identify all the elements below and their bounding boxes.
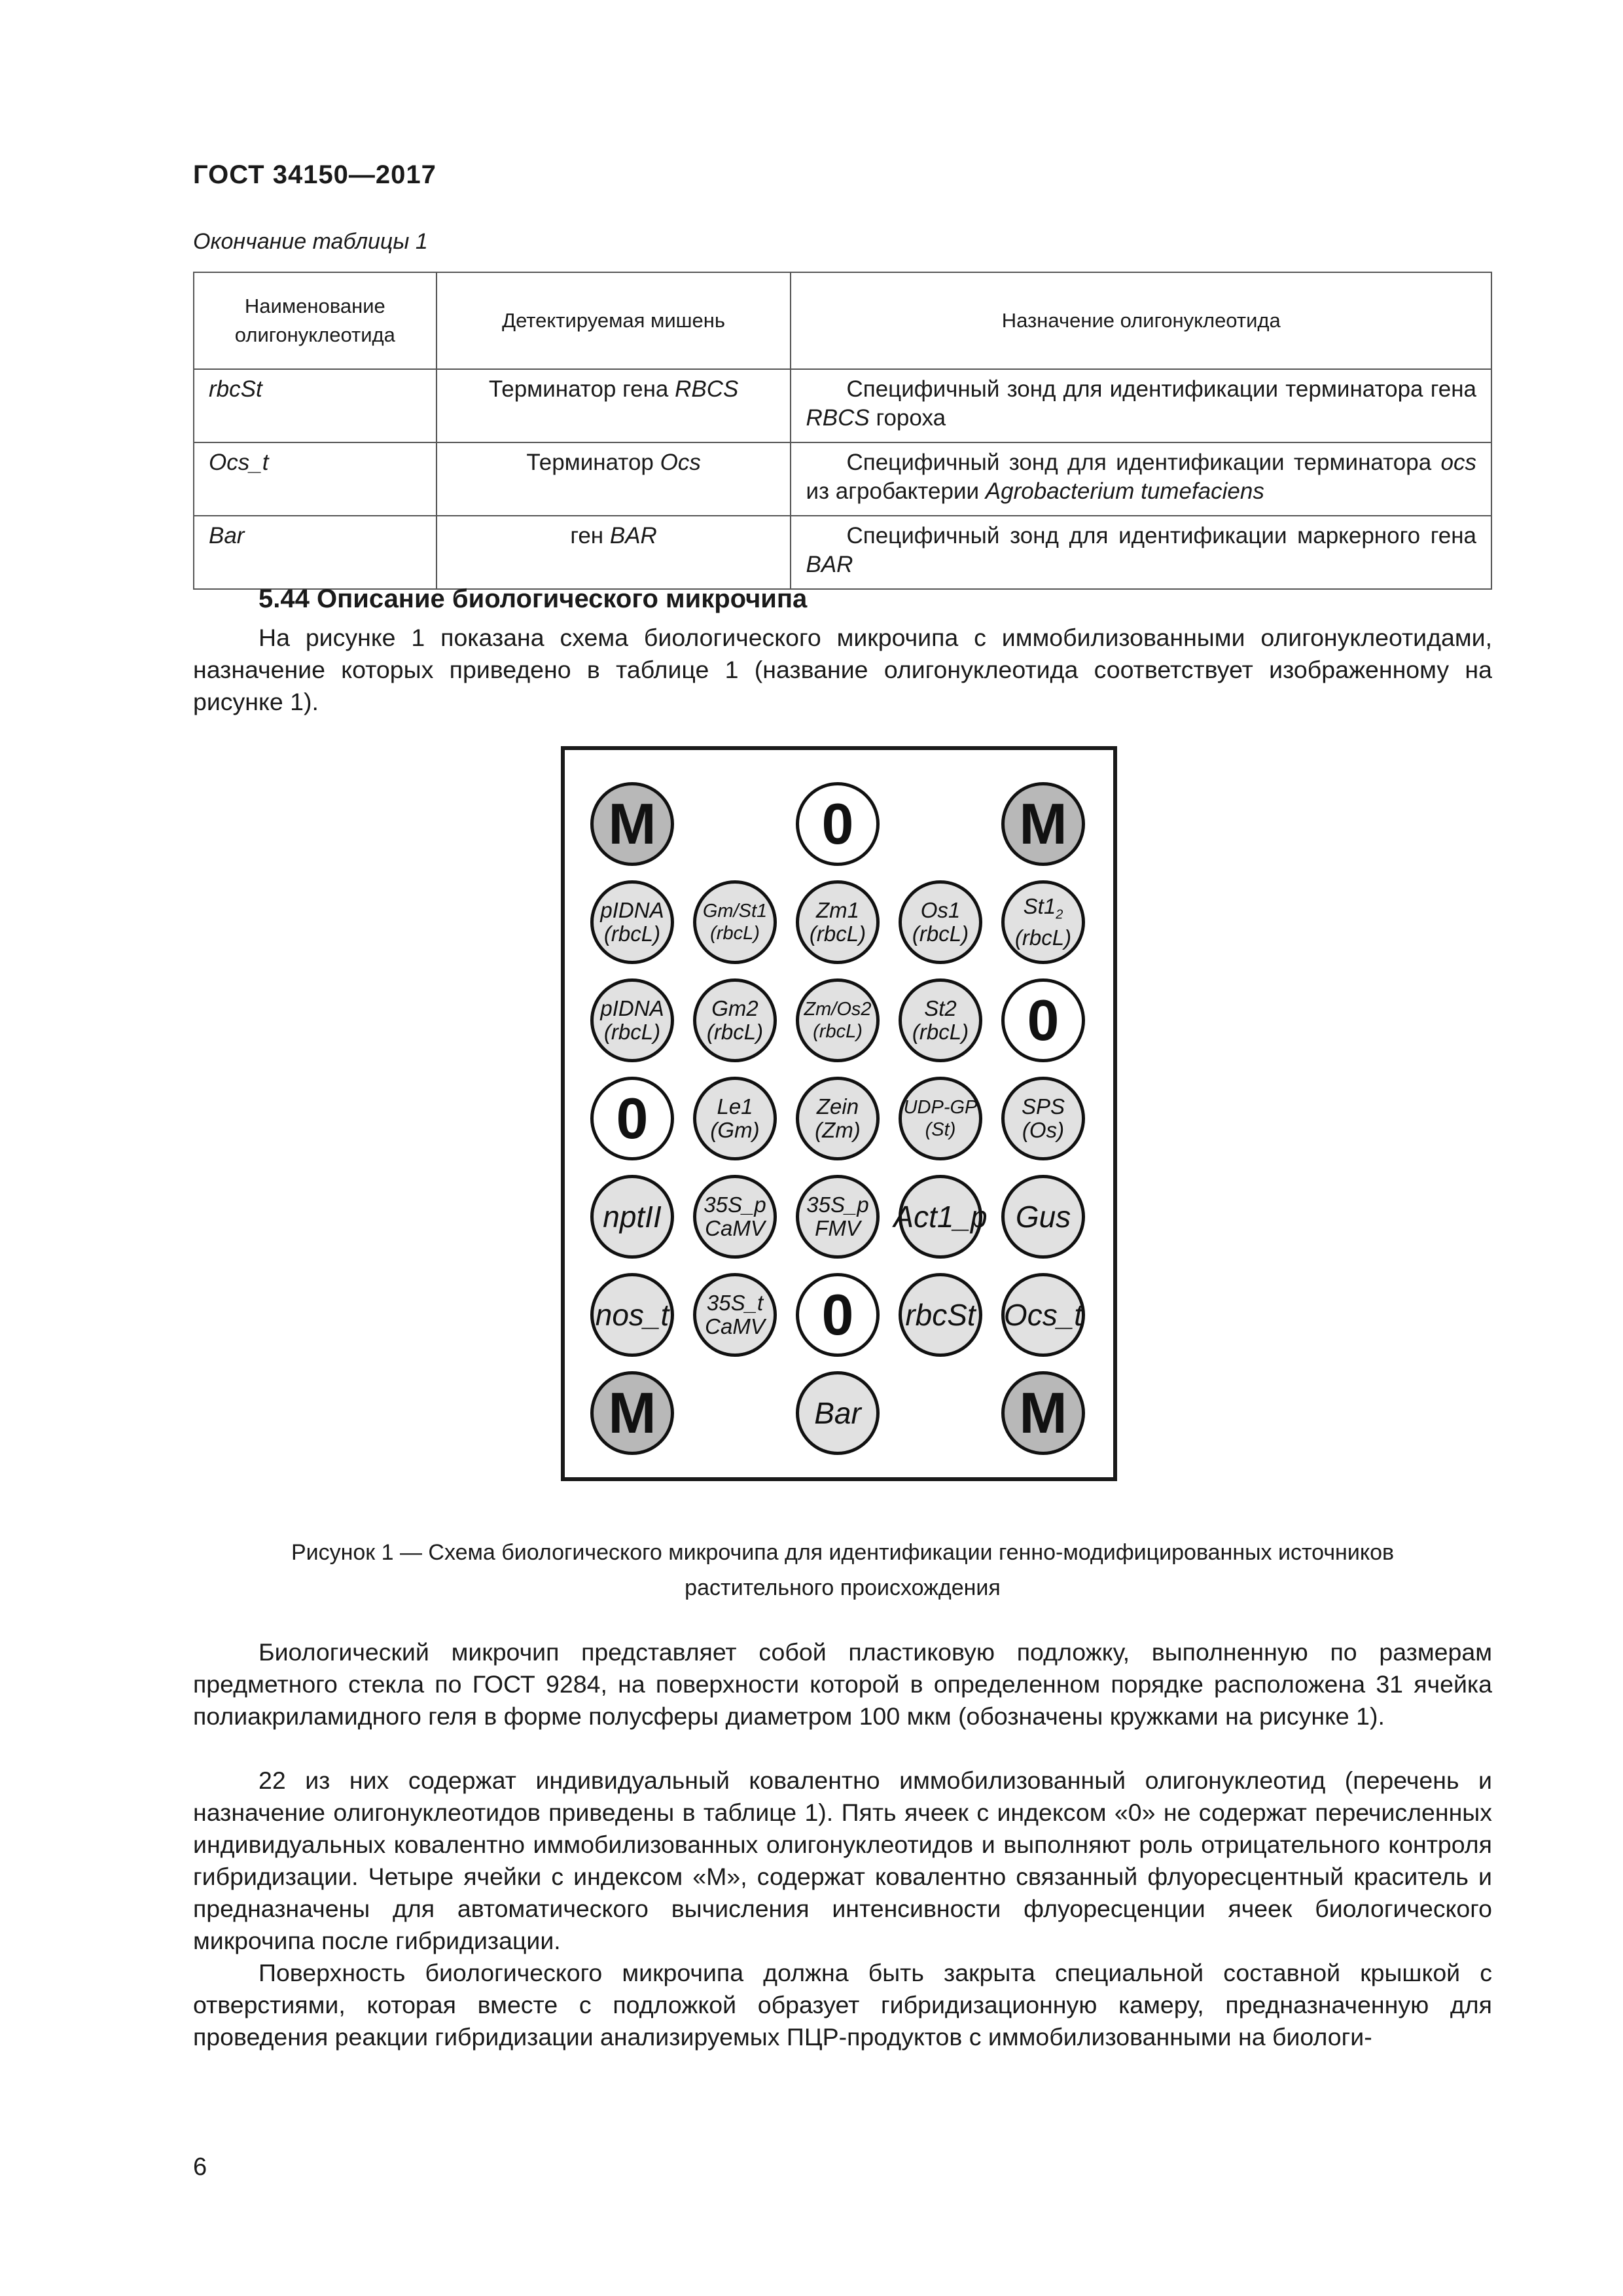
target-gene: RBCS: [675, 376, 739, 402]
oligo-cell: [693, 1175, 777, 1259]
purpose-cell: [791, 442, 1491, 516]
cell-label: pIDNA: [600, 996, 664, 1020]
body-paragraph-1: [193, 1636, 1492, 1732]
microchip-diagram: [561, 746, 1117, 1481]
oligo-cell: [693, 880, 777, 964]
cell-sublabel: (Zm): [815, 1118, 861, 1142]
oligonucleotide-table: [193, 272, 1492, 590]
oligo-cell: [590, 880, 674, 964]
column-header-name: Наименование олигонуклеотида: [194, 272, 437, 369]
body-paragraph-2: [193, 1765, 1492, 1957]
oligo-cell: [899, 1077, 982, 1160]
figure-caption-line-1: Рисунок 1 — Схема биологического микрочипа для идентификации генно-модифицированных источников: [291, 1540, 1395, 1565]
target-cell: [437, 442, 791, 516]
oligo-cell: [796, 880, 880, 964]
oligo-cell: [1001, 1077, 1085, 1160]
cell-label: St2: [924, 996, 957, 1020]
cell-sublabel: (Gm): [710, 1118, 760, 1142]
negative-control-cell: [590, 1077, 674, 1160]
cell-sublabel: (rbcL): [603, 922, 661, 946]
cell-label: Gus: [1015, 1200, 1071, 1234]
cell-label-subscript: 2: [1056, 907, 1063, 922]
oligo-cell: [796, 1371, 880, 1455]
cell-label: pIDNA: [600, 898, 664, 922]
intro-text: На рисунке 1 показана схема биологического микрочипа с иммобилизованными олигонуклеотидами, назначение которых приведено в таблице 1 (название олигонуклеотида соответствует изображенному на рисунке 1).: [193, 624, 1492, 715]
marker-cell: [590, 1371, 674, 1455]
target-cell: [437, 516, 791, 589]
oligo-cell: [1001, 1273, 1085, 1357]
figure-caption-line-2: растительного происхождения: [685, 1575, 1001, 1600]
cell-sublabel: (St): [925, 1119, 956, 1140]
cell-sublabel: FMV: [815, 1216, 861, 1240]
marker-cell: [1001, 782, 1085, 866]
column-header-purpose: Назначение олигонуклеотида: [791, 272, 1491, 369]
oligo-cell: [1001, 880, 1085, 964]
oligo-cell: [796, 1175, 880, 1259]
page-number: 6: [193, 2153, 207, 2181]
target-gene: Ocs: [660, 450, 701, 475]
purpose-text: Специфичный зонд для идентификации терминатора гена: [846, 376, 1476, 402]
document-code: ГОСТ 34150—2017: [193, 160, 437, 189]
table-header-row: [194, 272, 1491, 369]
cell-label: SPS: [1021, 1094, 1065, 1119]
oligo-cell: [693, 978, 777, 1062]
purpose-organism: Agrobacterium tumefaciens: [985, 478, 1264, 504]
oligo-cell: [590, 978, 674, 1062]
negative-control-cell: [796, 1273, 880, 1357]
cell-label: Le1: [717, 1094, 753, 1119]
cell-label: Gm/St1: [702, 901, 768, 922]
oligo-cell: [899, 1273, 982, 1357]
column-header-target: Детектируемая мишень: [437, 272, 791, 369]
oligo-cell: [899, 880, 982, 964]
cell-label: 0: [1027, 988, 1060, 1052]
body-paragraph-3: [193, 1957, 1492, 2053]
cell-sublabel: (rbcL): [603, 1020, 661, 1044]
cell-label: M: [1019, 1380, 1067, 1445]
cell-label: Act1_p: [893, 1200, 988, 1234]
intro-paragraph: [193, 622, 1492, 718]
target-text: Терминатор: [526, 450, 660, 475]
purpose-gene: BAR: [806, 552, 853, 577]
purpose-gene: ocs: [1440, 450, 1476, 475]
marker-cell: [590, 782, 674, 866]
oligo-name-cell: Ocs_t: [194, 442, 437, 516]
cell-label: M: [608, 791, 656, 856]
body-text-2: 22 из них содержат индивидуальный ковалентно иммобилизованный олигонуклеотид (перечень и назначение олигонуклеотидов приведены в таблице 1). Пять ячеек с индексом «0» не содержат перечисленных индивидуальных ковалентно иммобилизованных олигонуклеотидов и выполняют роль отрицательного контроля гибридизации. Четыре ячейки с индексом «М», содержат ковалентно связанный флуоресцентный краситель и предназначены для автоматического вычисления интенсивности флуоресценции ячеек биологического микрочипа после гибридизации.: [193, 1767, 1492, 1954]
table-row: [194, 442, 1491, 516]
oligo-cell: [899, 978, 982, 1062]
figure-caption: [193, 1535, 1492, 1605]
oligo-name-cell: rbcSt: [194, 369, 437, 442]
cell-label: Zein: [816, 1094, 859, 1119]
cell-sublabel: (rbcL): [912, 1020, 969, 1044]
cell-label: 0: [821, 791, 854, 856]
table-caption: Окончание таблицы 1: [193, 229, 428, 254]
purpose-text-tail: из агробактерии: [806, 478, 986, 504]
cell-label: UDP-GP: [903, 1097, 978, 1118]
cell-label: M: [608, 1380, 656, 1445]
cell-label: 35S_p: [806, 1193, 869, 1217]
cell-label: nptII: [603, 1200, 662, 1234]
cell-label: 35S_t: [706, 1291, 764, 1315]
negative-control-cell: [796, 782, 880, 866]
cell-label: Zm1: [816, 898, 859, 922]
section-title: 5.44 Описание биологического микрочипа: [259, 584, 808, 613]
purpose-cell: [791, 516, 1491, 589]
cell-label: Os1: [920, 898, 961, 922]
purpose-text-tail: гороха: [869, 405, 946, 431]
oligo-cell: [796, 978, 880, 1062]
cell-sublabel: (rbcL): [710, 923, 760, 944]
cell-sublabel: CaMV: [705, 1216, 765, 1240]
cell-label: Ocs_t: [1003, 1298, 1083, 1332]
cell-label: 35S_p: [704, 1193, 766, 1217]
oligo-cell: [796, 1077, 880, 1160]
table-row: [194, 516, 1491, 589]
target-gene: BAR: [609, 523, 657, 548]
purpose-text: Специфичный зонд для идентификации маркерного гена: [846, 523, 1476, 548]
cell-sublabel: (rbcL): [706, 1020, 764, 1044]
oligo-cell: [590, 1175, 674, 1259]
cell-label: M: [1019, 791, 1067, 856]
cell-sublabel: (rbcL): [912, 922, 969, 946]
negative-control-cell: [1001, 978, 1085, 1062]
oligo-cell: [693, 1077, 777, 1160]
marker-cell: [1001, 1371, 1085, 1455]
oligo-cell: [590, 1273, 674, 1357]
oligo-cell: [893, 1175, 988, 1259]
cell-label: Gm2: [711, 996, 758, 1020]
target-text: Терминатор гена: [488, 376, 675, 402]
purpose-gene: RBCS: [806, 405, 870, 431]
cell-label: $St1_2$: [1023, 893, 1063, 922]
cell-sublabel: (rbcL): [809, 922, 866, 946]
oligo-cell: [693, 1273, 777, 1357]
cell-sublabel: (rbcL): [1014, 925, 1072, 950]
body-text-3: Поверхность биологического микрочипа должна быть закрыта специальной составной крышкой с отверстиями, которая вместе с подложкой образует гибридизационную камеру, предназначенную для проведения реакции гибридизации анализируемых ПЦР-продуктов с иммобилизованными на биологи-: [193, 1959, 1492, 2051]
cell-sublabel: CaMV: [705, 1314, 765, 1338]
cell-label: Zm/Os2: [804, 999, 872, 1020]
purpose-cell: [791, 369, 1491, 442]
body-text-1: Биологический микрочип представляет собой пластиковую подложку, выполненную по размерам предметного стекла по ГОСТ 9284, на поверхности которой в определенном порядке расположена 31 ячейка полиакриламидного геля в форме полусферы диаметром 100 мкм (обозначены кружками на рисунке 1).: [193, 1638, 1492, 1730]
cell-sublabel: (rbcL): [813, 1021, 863, 1042]
target-cell: [437, 369, 791, 442]
target-text: ген: [570, 523, 610, 548]
table-row: [194, 369, 1491, 442]
purpose-text: Специфичный зонд для идентификации терминатора: [846, 450, 1441, 475]
cell-label: 0: [821, 1282, 854, 1347]
oligo-cell: [1001, 1175, 1085, 1259]
cell-sublabel: (Os): [1022, 1118, 1065, 1142]
cell-label: nos_t: [595, 1298, 669, 1332]
oligo-name-cell: Bar: [194, 516, 437, 589]
cell-label: rbcSt: [905, 1298, 976, 1332]
cell-label: Bar: [814, 1396, 861, 1430]
cell-label: 0: [616, 1086, 649, 1151]
